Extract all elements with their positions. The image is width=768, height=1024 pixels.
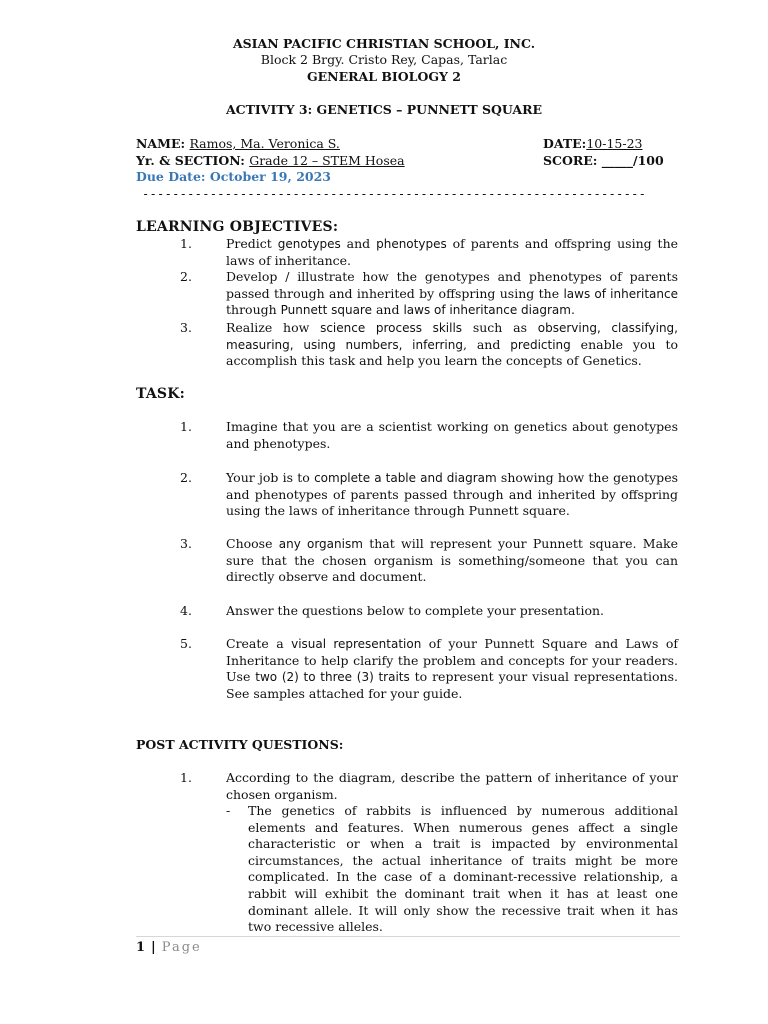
text-run: Create a xyxy=(226,636,292,651)
footer-divider xyxy=(136,936,680,937)
objective-number: 3. xyxy=(180,320,192,335)
score-line xyxy=(543,153,664,170)
post-activity-heading: POST ACTIVITY QUESTIONS: xyxy=(136,737,344,752)
highlight-term: science process skills xyxy=(320,321,463,335)
objective-text xyxy=(226,320,678,370)
text-run: Choose xyxy=(226,536,279,551)
answer-bullet: - xyxy=(226,803,231,818)
section-line xyxy=(136,153,405,170)
highlight-term: visual representation xyxy=(291,637,422,651)
task-number: 3. xyxy=(180,536,192,551)
task-heading: TASK: xyxy=(136,386,185,402)
section-label: Yr. & SECTION: xyxy=(136,153,250,168)
text-run: and xyxy=(340,236,377,251)
text-run: of parents and offspring using the laws of inheritance. xyxy=(226,236,679,268)
highlight-term: any organism xyxy=(278,537,363,551)
task-number: 4. xyxy=(180,603,192,618)
question-text: According to the diagram, describe the pattern of inheritance of your chosen organism. xyxy=(226,770,678,802)
score-label: SCORE: xyxy=(543,153,602,168)
footer-separator: | xyxy=(151,940,156,955)
task-number: 2. xyxy=(180,470,192,485)
text-run: such as xyxy=(462,320,538,335)
name-label: NAME: xyxy=(136,136,190,151)
text-run: that will represent your Punnett square. Make sure that the chosen organism is something/someone that you can directly observe and document. xyxy=(226,536,678,585)
highlight-term: observing, classifying, measuring, using numbers, inferring xyxy=(226,321,678,352)
text-run: Predict xyxy=(226,236,278,251)
date-label: DATE: xyxy=(543,136,587,151)
task-text xyxy=(226,536,678,586)
date-line xyxy=(543,136,642,153)
score-value: _____/100 xyxy=(601,153,664,168)
due-date: Due Date: October 19, 2023 xyxy=(136,169,331,184)
task-text: Imagine that you are a scientist working on genetics about genotypes and phenotypes. xyxy=(226,419,678,451)
task-text xyxy=(226,636,678,702)
text-run: through xyxy=(226,302,281,318)
text-run: . xyxy=(570,302,575,318)
page-footer xyxy=(136,940,202,957)
task-number: 1. xyxy=(180,419,192,434)
highlight-term: laws of inheritance xyxy=(563,286,678,301)
task-number: 5. xyxy=(180,636,192,651)
objective-number: 1. xyxy=(180,236,192,251)
school-name: ASIAN PACIFIC CHRISTIAN SCHOOL, INC. xyxy=(232,36,536,51)
subject-title: GENERAL BIOLOGY 2 xyxy=(306,69,461,84)
objective-text xyxy=(226,236,678,269)
section-value: Grade 12 – STEM Hosea xyxy=(249,153,405,168)
answer-text: The genetics of rabbits is influenced by numerous additional elements and features. When numerous genes affect a single characteristic or when a trait is impacted by environmental circumstances, the actual inheritance of traits might be more complicated. In the case of a dominant-recessive relationship, a rabbit will exhibit the dominant trait when it has at least one dominant allele. It will only show the recessive trait when it has two recessive alleles. xyxy=(248,803,678,935)
page-label: Page xyxy=(161,940,202,955)
text-run: and xyxy=(372,302,404,318)
highlight-term: predicting xyxy=(510,337,571,352)
school-address: Block 2 Brgy. Cristo Rey, Capas, Tarlac xyxy=(260,52,508,67)
name-value: Ramos, Ma. Veronica S. xyxy=(189,136,340,151)
text-run: Realize how xyxy=(226,320,321,335)
divider: ------------------------------------------------------------------- xyxy=(142,187,647,201)
text-run: Develop / illustrate how the genotypes and phenotypes of parents passed through and inherited by offspring using the xyxy=(226,269,678,301)
date-value: 10-15-23 xyxy=(586,136,643,151)
highlight-term: laws of inheritance diagram xyxy=(403,303,571,318)
highlight-term: Punnett square xyxy=(280,303,372,318)
name-line xyxy=(136,136,340,153)
objectives-heading: LEARNING OBJECTIVES: xyxy=(136,219,339,235)
page-number: 1 xyxy=(136,940,146,955)
highlight-term: genotypes xyxy=(277,237,341,251)
highlight-term: two (2) to three (3) traits xyxy=(255,670,410,685)
text-run: enable you to accomplish this task and help you learn the concepts of Genetics. xyxy=(226,336,679,369)
activity-title: ACTIVITY 3: GENETICS – PUNNETT SQUARE xyxy=(225,102,543,117)
objective-number: 2. xyxy=(180,269,192,284)
highlight-term: complete a table and diagram xyxy=(314,471,497,485)
text-run: , and xyxy=(462,336,511,352)
text-run: to represent your visual representations. See samples attached for your guide. xyxy=(226,669,678,701)
highlight-term: phenotypes xyxy=(376,237,447,251)
text-run: showing how the genotypes and phenotypes of parents passed through and inherited by offspring using the laws of inheritance through Punnett square. xyxy=(226,470,678,519)
objective-text xyxy=(226,269,678,319)
question-number: 1. xyxy=(180,770,192,785)
text-run: of your Punnett Square and Laws of Inheritance to help clarify the problem and concepts for your readers. Use xyxy=(226,636,678,685)
task-text xyxy=(226,470,678,520)
text-run: Your job is to xyxy=(226,470,315,485)
task-text: Answer the questions below to complete your presentation. xyxy=(226,603,604,618)
